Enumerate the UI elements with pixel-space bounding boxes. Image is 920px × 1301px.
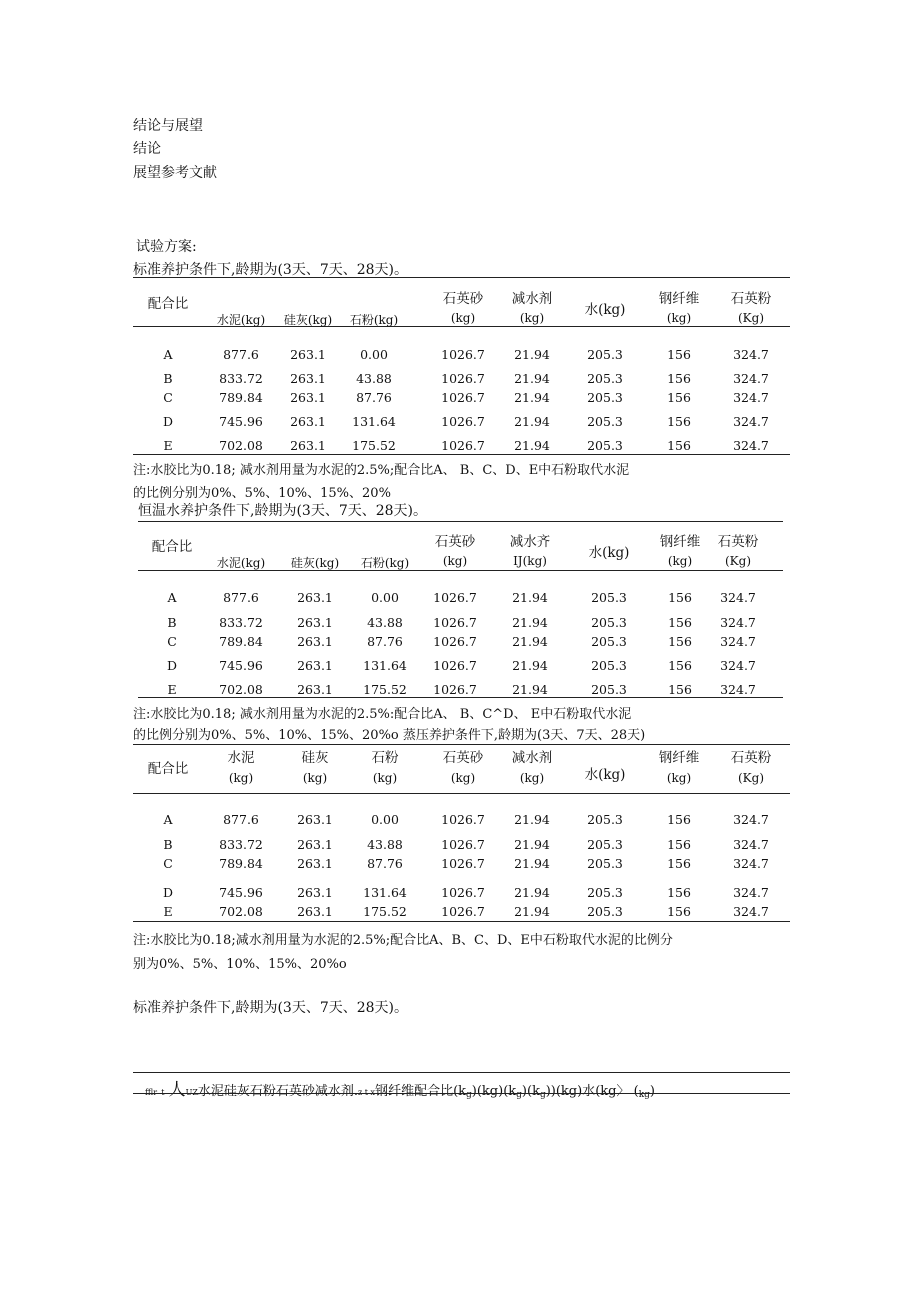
garbled-fragment: )(k [521, 1084, 540, 1099]
table-cell: 324.7 [720, 682, 756, 697]
table-cell: 205.3 [591, 634, 627, 649]
column-header: 石英砂 [434, 534, 476, 550]
section-2-title: 恒温水养护条件下,龄期为(3天、7天、28天)。 [138, 503, 428, 519]
table-cell: 156 [667, 347, 691, 362]
table-cell: 1026.7 [441, 904, 485, 919]
section-1-title: 标准养护条件下,龄期为(3天、7天、28天)。 [133, 262, 409, 278]
row-label: A [167, 590, 177, 605]
table-cell: 877.6 [223, 812, 259, 827]
table-cell: 131.64 [363, 658, 407, 673]
table-cell: 263.1 [297, 837, 333, 852]
table-cell: 205.3 [587, 885, 623, 900]
garbled-top-rule [133, 1072, 790, 1073]
final-title: 标准养护条件下,龄期为(3天、7天、28天)。 [133, 1000, 409, 1016]
table-cell: 263.1 [290, 347, 326, 362]
table-cell: 21.94 [514, 812, 550, 827]
table-cell: 205.3 [591, 590, 627, 605]
garbled-fragment: ))(kg)水(kg〉 ( [545, 1084, 639, 1099]
row-label: C [167, 634, 177, 649]
table-cell: 21.94 [512, 682, 548, 697]
table-cell: 156 [667, 837, 691, 852]
table-cell: 789.84 [219, 390, 263, 405]
table-cell: 205.3 [587, 837, 623, 852]
table-cell: 263.1 [297, 812, 333, 827]
table-cell: 87.76 [367, 634, 403, 649]
table-cell: 21.94 [514, 371, 550, 386]
table-cell: 263.1 [290, 438, 326, 453]
table-cell: 1026.7 [441, 812, 485, 827]
table-cell: 263.1 [297, 590, 333, 605]
table-cell: 43.88 [367, 615, 403, 630]
garbled-header-row [145, 1075, 655, 1100]
column-header-water: 水(kg) [584, 767, 626, 783]
table-cell: 324.7 [720, 658, 756, 673]
table-cell: 156 [667, 885, 691, 900]
column-header-unit: 硅灰(kg) [290, 556, 340, 570]
section-2-note-line-1: 注:水胶比为0.18; 减水剂用量为水泥的2.5%:配合比A、 B、C^D、 E中石粉取代水泥 [133, 707, 632, 722]
garbled-fragment: kg [638, 1090, 650, 1100]
table-cell: 21.94 [514, 390, 550, 405]
table-cell: 745.96 [219, 885, 263, 900]
table-cell: 175.52 [363, 904, 407, 919]
garbled-fragment: t [161, 1088, 165, 1097]
table-cell: 263.1 [297, 615, 333, 630]
column-header-unit: IJ(kg) [513, 554, 547, 568]
table-cell: 156 [667, 856, 691, 871]
column-header-unit: (Kg) [724, 554, 752, 568]
table-top-rule [133, 744, 790, 745]
table-cell: 21.94 [514, 414, 550, 429]
table-cell: 789.84 [219, 856, 263, 871]
table-cell: 745.96 [219, 414, 263, 429]
table-cell: 156 [668, 590, 692, 605]
table-cell: 131.64 [352, 414, 396, 429]
row-label: D [166, 658, 178, 673]
column-header-water: 水(kg) [588, 545, 630, 561]
heading-outlook-references: 展望参考文献 [133, 165, 217, 181]
column-header-unit: 硅灰(kg) [283, 313, 333, 327]
table-cell: 1026.7 [433, 634, 477, 649]
table-cell: 263.1 [290, 390, 326, 405]
column-header-water: 水(kg) [584, 302, 626, 318]
column-header: 石英砂 [442, 291, 484, 307]
table-cell: 156 [667, 438, 691, 453]
table-cell: 324.7 [720, 615, 756, 630]
section-2-note-line-2: 的比例分别为0%、5%、10%、15%、20%o 蒸压养护条件下,龄期为(3天、7天、28天) [133, 728, 646, 743]
column-header-unit: (kg) [450, 771, 476, 785]
row-label: A [163, 347, 173, 362]
table-cell: 877.6 [223, 347, 259, 362]
section-1-note-line-1: 注:水胶比为0.18; 减水剂用量为水泥的2.5%;配合比A、 B、C、D、E中石粉取代水泥 [133, 463, 630, 478]
table-cell: 1026.7 [433, 590, 477, 605]
row-label: B [167, 615, 177, 630]
column-header: 水泥 [227, 750, 255, 766]
garbled-fragment: g [516, 1090, 522, 1100]
table-cell: 87.76 [367, 856, 403, 871]
heading-conclusion-outlook: 结论与展望 [133, 118, 203, 134]
table-cell: 324.7 [733, 837, 769, 852]
table-cell: 21.94 [512, 590, 548, 605]
table-cell: 833.72 [219, 837, 263, 852]
table-cell: 263.1 [297, 682, 333, 697]
table-cell: 324.7 [733, 438, 769, 453]
table-cell: 1026.7 [441, 438, 485, 453]
row-label: C [163, 390, 173, 405]
table-cell: 21.94 [514, 885, 550, 900]
column-header: 减水剂 [511, 750, 553, 766]
table-cell: 263.1 [290, 371, 326, 386]
heading-conclusion: 结论 [133, 141, 161, 157]
table-cell: 1026.7 [441, 856, 485, 871]
table-cell: 156 [667, 812, 691, 827]
table-cell: 324.7 [733, 856, 769, 871]
column-header-unit: (kg) [442, 554, 468, 568]
table-cell: 833.72 [219, 371, 263, 386]
table-cell: 21.94 [512, 634, 548, 649]
garbled-fragment: )(kg)(k [471, 1084, 517, 1099]
column-header-unit: (kg) [450, 311, 476, 325]
table-cell: 789.84 [219, 634, 263, 649]
table-cell: 324.7 [720, 634, 756, 649]
table-cell: 156 [668, 658, 692, 673]
table-cell: 156 [667, 414, 691, 429]
section-1-note-line-2: 的比例分别为0%、5%、10%、15%、20% [133, 486, 391, 501]
row-label: D [162, 885, 174, 900]
row-label: D [162, 414, 174, 429]
column-header-unit: 水泥(kg) [216, 556, 266, 570]
table-cell: 324.7 [733, 390, 769, 405]
row-label: B [163, 371, 173, 386]
table-cell: 0.00 [360, 347, 388, 362]
table-cell: 205.3 [587, 438, 623, 453]
table-cell: 175.52 [363, 682, 407, 697]
row-label: E [163, 904, 173, 919]
column-header-unit: (kg) [372, 771, 398, 785]
column-header: 石粉 [371, 750, 399, 766]
section-3-note-line-2: 别为0%、5%、10%、15%、20%o [133, 957, 347, 972]
table-cell: 156 [667, 371, 691, 386]
garbled-bottom-rule [133, 1093, 790, 1094]
table-cell: 156 [668, 682, 692, 697]
table-cell: 702.08 [219, 904, 263, 919]
table-bottom-rule [138, 697, 783, 698]
column-header-unit: (kg) [519, 311, 545, 325]
table-cell: 1026.7 [433, 615, 477, 630]
table-cell: 205.3 [587, 371, 623, 386]
table-cell: 21.94 [514, 904, 550, 919]
row-label: B [163, 837, 173, 852]
table-cell: 205.3 [587, 904, 623, 919]
table-cell: 1026.7 [433, 658, 477, 673]
section-3-note-line-1: 注:水胶比为0.18;减水剂用量为水泥的2.5%;配合比A、B、C、D、E中石粉取代水泥的比例分 [133, 933, 673, 948]
garbled-fragment: g [539, 1090, 546, 1100]
table-cell: 0.00 [371, 812, 399, 827]
table-cell: 205.3 [587, 812, 623, 827]
garbled-fragment: 水泥硅灰石粉石英砂减水剂. [197, 1084, 359, 1099]
column-header: 钢纤维 [658, 291, 700, 307]
table-cell: 205.3 [591, 682, 627, 697]
column-header-unit: (kg) [666, 311, 692, 325]
table-cell: 21.94 [514, 837, 550, 852]
column-header: 石英粉 [730, 750, 772, 766]
garbled-fragment: ) [649, 1084, 655, 1099]
column-header-mix: 配合比 [147, 761, 189, 777]
table-cell: 263.1 [297, 885, 333, 900]
table-cell: 324.7 [733, 812, 769, 827]
table-cell: 156 [668, 634, 692, 649]
table-cell: 21.94 [512, 615, 548, 630]
column-header-unit: (kg) [519, 771, 545, 785]
table-cell: 21.94 [514, 347, 550, 362]
garbled-fragment: fflr [145, 1088, 158, 1097]
table-cell: 205.3 [587, 856, 623, 871]
garbled-fragment: g [466, 1090, 472, 1100]
table-cell: 1026.7 [441, 837, 485, 852]
table-cell: 205.3 [591, 658, 627, 673]
column-header-unit: (kg) [666, 771, 692, 785]
table-cell: 263.1 [297, 634, 333, 649]
table-cell: 87.76 [356, 390, 392, 405]
plan-title: 试验方案: [136, 239, 197, 255]
table-cell: 1026.7 [441, 371, 485, 386]
table-cell: 1026.7 [433, 682, 477, 697]
column-header-unit: (kg) [302, 771, 328, 785]
table-cell: 1026.7 [441, 347, 485, 362]
row-label: C [163, 856, 173, 871]
table-cell: 205.3 [587, 390, 623, 405]
table-cell: 324.7 [733, 414, 769, 429]
table-cell: 324.7 [733, 347, 769, 362]
table-cell: 263.1 [290, 414, 326, 429]
table-cell: 877.6 [223, 590, 259, 605]
column-header-unit: (Kg) [737, 311, 765, 325]
row-label: E [163, 438, 173, 453]
table-cell: 833.72 [219, 615, 263, 630]
column-header-unit: 水泥(kg) [216, 313, 266, 327]
table-cell: 702.08 [219, 682, 263, 697]
column-header-unit: 石粉(kg) [360, 556, 410, 570]
table-cell: 205.3 [587, 347, 623, 362]
column-header: 减水剂 [511, 291, 553, 307]
table-cell: 205.3 [591, 615, 627, 630]
column-header-unit: 石粉(kg) [349, 313, 399, 327]
table-cell: 324.7 [733, 904, 769, 919]
table-cell: 1026.7 [441, 414, 485, 429]
garbled-fragment: UZ [185, 1088, 198, 1097]
table-cell: 156 [667, 390, 691, 405]
garbled-fragment: 人 [168, 1080, 186, 1100]
table-cell: 21.94 [512, 658, 548, 673]
column-header-mix: 配合比 [147, 296, 189, 312]
table-header-rule [133, 793, 790, 794]
table-cell: 43.88 [356, 371, 392, 386]
table-cell: 21.94 [514, 856, 550, 871]
table-cell: 324.7 [720, 590, 756, 605]
column-header-unit: (Kg) [737, 771, 765, 785]
column-header-unit: (kg) [667, 554, 693, 568]
column-header-unit: (kg) [228, 771, 254, 785]
table-cell: 1026.7 [441, 885, 485, 900]
column-header: 钢纤维 [658, 750, 700, 766]
column-header: 石英粉 [730, 291, 772, 307]
table-cell: 324.7 [733, 885, 769, 900]
column-header-mix: 配合比 [151, 539, 193, 555]
table-cell: 1026.7 [441, 390, 485, 405]
table-cell: 156 [667, 904, 691, 919]
table-cell: 263.1 [297, 856, 333, 871]
garbled-fragment: 钢纤维配合比(k [375, 1084, 467, 1099]
table-top-rule [133, 277, 790, 278]
table-cell: 324.7 [733, 371, 769, 386]
row-label: A [163, 812, 173, 827]
table-cell: 205.3 [587, 414, 623, 429]
table-cell: 745.96 [219, 658, 263, 673]
table-cell: 43.88 [367, 837, 403, 852]
table-cell: 0.00 [371, 590, 399, 605]
table-bottom-rule [133, 454, 790, 455]
table-cell: 131.64 [363, 885, 407, 900]
table-cell: 21.94 [514, 438, 550, 453]
table-cell: 175.52 [352, 438, 396, 453]
table-cell: 156 [668, 615, 692, 630]
column-header: 石英砂 [442, 750, 484, 766]
table-cell: 263.1 [297, 904, 333, 919]
table-bottom-rule [133, 921, 790, 922]
row-label: E [167, 682, 177, 697]
column-header: 钢纤维 [659, 534, 701, 550]
column-header: 硅灰 [301, 750, 329, 766]
table-cell: 702.08 [219, 438, 263, 453]
column-header: 石英粉 [717, 534, 759, 550]
column-header: 减水齐 [509, 534, 551, 550]
table-top-rule [138, 521, 783, 522]
garbled-fragment: z t x [358, 1088, 376, 1097]
table-cell: 263.1 [297, 658, 333, 673]
